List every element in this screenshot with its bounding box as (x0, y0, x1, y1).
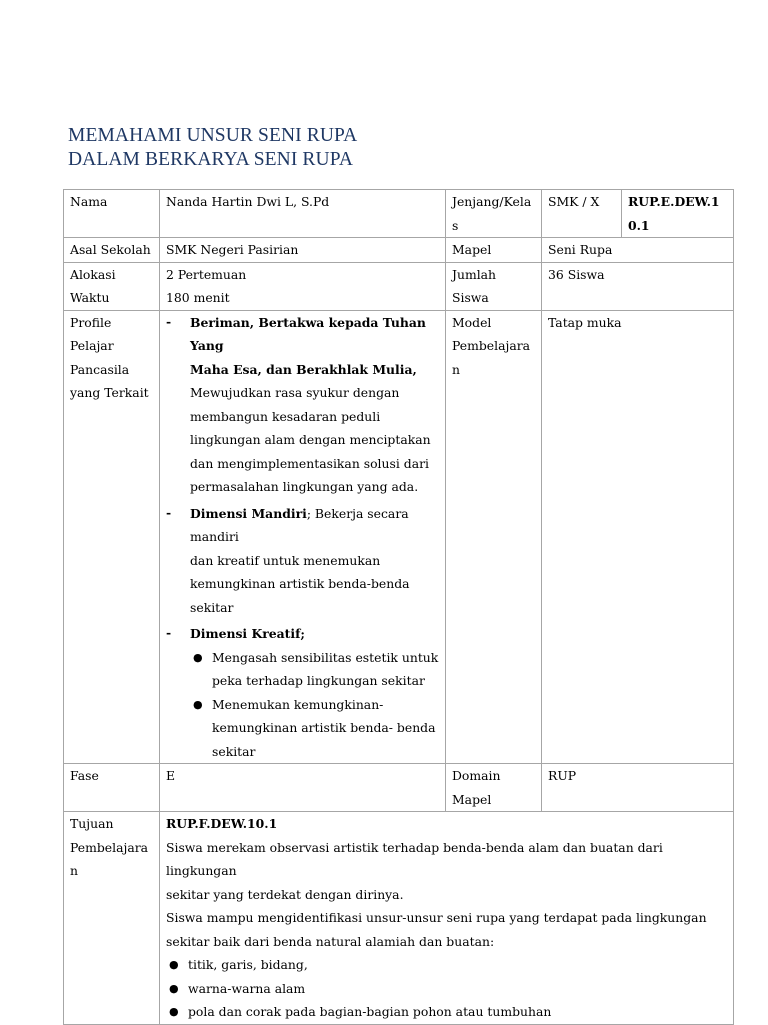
kreatif-bullet-2-line1: Menemukan kemungkinan- (212, 696, 384, 712)
value-profil-pelajar (160, 310, 446, 764)
label-model-line1: Model (452, 314, 492, 330)
table-row-asal-sekolah (64, 238, 734, 263)
label-tujuan-pembelajaran (64, 812, 160, 1025)
table-row-tujuan-pembelajaran (64, 812, 734, 1025)
beriman-text-line1: Mewujudkan rasa syukur dengan (190, 385, 400, 400)
kreatif-heading: Dimensi Kreatif; (190, 626, 305, 641)
value-asal-sekolah: SMK Negeri Pasirian (160, 238, 446, 263)
label-profil-pelajar (64, 310, 160, 764)
value-jenjang-kelas: SMK / X (542, 190, 622, 238)
dash-marker: - (166, 625, 172, 640)
list-item-mandiri (166, 502, 439, 620)
mandiri-heading: Dimensi Mandiri (190, 505, 307, 521)
label-alokasi-line1: Alokasi (70, 266, 116, 282)
tujuan-bullet-1: titik, garis, bidang, (188, 957, 308, 972)
tujuan-bullet-2: warna-warna alam (188, 980, 306, 996)
bullet-icon: ● (169, 1005, 179, 1018)
bullet-icon: ● (193, 650, 203, 664)
label-tujuan-line2: Pembelajaran (70, 839, 149, 878)
kreatif-bullet-2-line2: kemungkinan artistik benda- benda (212, 720, 436, 735)
kreatif-bullet-2-line3: sekitar (212, 743, 256, 759)
label-profil-line4: yang Terkait (70, 385, 149, 400)
value-alokasi-line1: 2 Pertemuan (166, 266, 247, 282)
label-domain-line1: Domain (452, 768, 501, 783)
value-tujuan-pembelajaran (160, 812, 734, 1025)
dash-marker: - (166, 504, 172, 520)
document-title (68, 124, 357, 172)
list-item (166, 977, 727, 1001)
lesson-info-table (63, 189, 734, 1025)
bullet-icon: ● (169, 981, 179, 995)
beriman-text-line3: lingkungan alam dengan menciptakan (190, 432, 431, 447)
tujuan-bullet-list (166, 953, 727, 1024)
label-model-pembelajaran (446, 310, 542, 764)
value-fase: E (160, 764, 446, 812)
mandiri-text-line4: sekitar (190, 599, 234, 615)
beriman-text-line5: permasalahan lingkungan yang ada. (190, 479, 419, 494)
label-domain-line2: Mapel (452, 791, 492, 807)
kreatif-bullet-1 (190, 646, 439, 693)
label-jumlah-siswa: Jumlah Siswa (446, 262, 542, 310)
label-nama: Nama (64, 190, 160, 238)
value-mapel: Seni Rupa (542, 238, 734, 263)
kreatif-bullet-2 (190, 693, 439, 764)
tujuan-bullet-3: pola dan corak pada bagian-bagian pohon atau tumbuhan (188, 1004, 552, 1019)
kreatif-bullet-1-line2: peka terhadap lingkungan sekitar (212, 673, 425, 688)
label-alokasi-line2: Waktu (70, 290, 110, 305)
value-alokasi-line2: 180 menit (166, 290, 230, 305)
mandiri-text-line3: kemungkinan artistik benda-benda (190, 576, 410, 591)
title-line-2: DALAM BERKARYA SENI RUPA (68, 149, 354, 170)
tujuan-code: RUP.F.DEW.10.1 (166, 816, 278, 831)
beriman-heading-line1: Beriman, Bertakwa kepada Tuhan Yang (190, 314, 426, 353)
label-tujuan-line1: Tujuan (70, 816, 114, 831)
label-mapel: Mapel (446, 238, 542, 263)
list-item (166, 953, 727, 977)
list-item-beriman (166, 311, 439, 499)
kreatif-bullet-list (190, 646, 439, 764)
tujuan-para1-line2: sekitar yang terdekat dengan dirinya. (166, 886, 404, 902)
bullet-icon: ● (169, 958, 179, 971)
profil-dimension-list (166, 311, 439, 764)
list-item (166, 1000, 727, 1024)
value-domain-mapel: RUP (542, 764, 734, 812)
kreatif-bullet-1-line1: Mengasah sensibilitas estetik untuk (212, 649, 439, 665)
beriman-text-line2: membangun kesadaran peduli (190, 408, 381, 424)
list-item-kreatif (166, 622, 439, 763)
tujuan-para1-line1: Siswa merekam observasi artistik terhadap benda-benda alam dan buatan dari lingkungan (166, 839, 663, 878)
label-model-line2: Pembelajaran (452, 338, 531, 377)
table-row-nama (64, 190, 734, 238)
value-jumlah-siswa: 36 Siswa (542, 262, 734, 310)
tujuan-para2-line2: sekitar baik dari benda natural alamiah dan buatan: (166, 933, 495, 949)
dash-marker: - (166, 313, 172, 329)
value-alokasi-waktu (160, 262, 446, 310)
beriman-heading-line2: Maha Esa, dan Berakhlak Mulia, (190, 361, 417, 377)
label-asal-sekolah: Asal Sekolah (64, 238, 160, 263)
mandiri-text-first: ; Bekerja secara mandiri (190, 505, 409, 544)
table-row-profil-pelajar (64, 310, 734, 764)
label-alokasi-waktu (64, 262, 160, 310)
table-row-fase (64, 764, 734, 812)
label-domain-mapel (446, 764, 542, 812)
table-row-alokasi-waktu (64, 262, 734, 310)
title-line-1: MEMAHAMI UNSUR SENI RUPA (68, 125, 358, 146)
beriman-text-line4: dan mengimplementasikan solusi dari (190, 455, 429, 471)
label-jenjang-kelas: Jenjang/Kelas (446, 190, 542, 238)
value-model-pembelajaran: Tatap muka (542, 310, 734, 764)
tujuan-para2-line1: Siswa mampu mengidentifikasi unsur-unsur seni rupa yang terdapat pada lingkungan (166, 910, 707, 925)
label-fase: Fase (64, 764, 160, 812)
value-kode: RUP.E.DEW.10.1 (622, 190, 734, 238)
value-nama: Nanda Hartin Dwi L, S.Pd (160, 190, 446, 238)
mandiri-line1 (190, 502, 439, 549)
label-profil-line2: Pelajar (70, 338, 114, 353)
bullet-icon: ● (193, 697, 203, 711)
label-profil-line1: Profile (70, 314, 112, 330)
mandiri-text-line2: dan kreatif untuk menemukan (190, 552, 381, 568)
label-profil-line3: Pancasila (70, 361, 130, 377)
